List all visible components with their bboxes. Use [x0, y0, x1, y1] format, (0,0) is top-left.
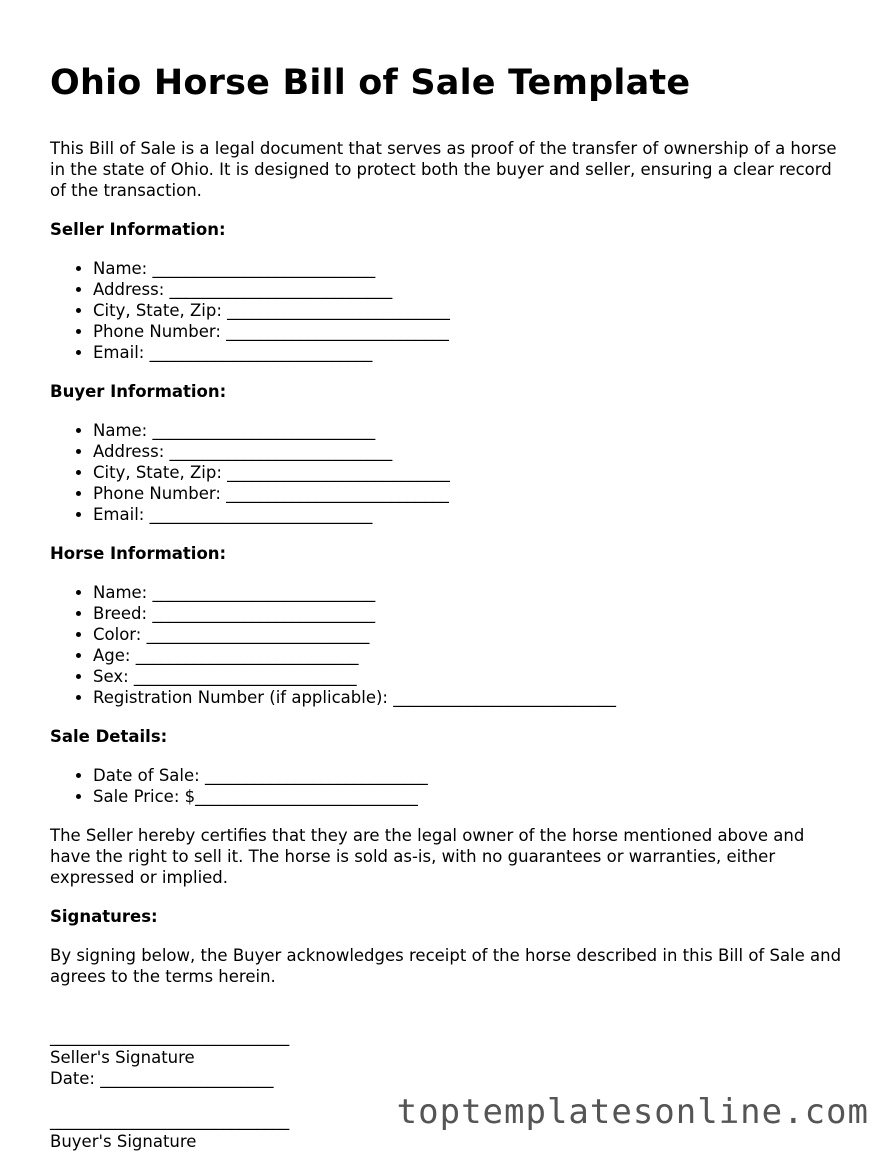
signature-spacer [50, 1005, 850, 1026]
sale-list [50, 765, 850, 807]
seller-city-state-zip-field: • City, State, Zip: ___________________________ [93, 300, 850, 321]
seller-list [50, 258, 850, 363]
watermark-text: toptemplatesonline.com [396, 1092, 869, 1132]
seller-phone-field: • Phone Number: ___________________________ [93, 321, 850, 342]
buyer-signature-line: _____________________________ [50, 1111, 290, 1130]
buyer-heading: Buyer Information: [50, 382, 227, 401]
buyer-name-field: • Name: ___________________________ [93, 420, 850, 441]
horse-sex-field: • Sex: ___________________________ [93, 666, 850, 687]
intro-paragraph: This Bill of Sale is a legal document that serves as proof of the transfer of ownership of a horse in the state of Ohio. It is designed to protect both the buyer and seller, ensuring a clear record of the transaction. [50, 139, 837, 200]
buyer-city-state-zip-field: • City, State, Zip: ___________________________ [93, 462, 850, 483]
horse-heading: Horse Information: [50, 544, 227, 563]
horse-name-field: • Name: ___________________________ [93, 582, 850, 603]
signatures-heading: Signatures: [50, 907, 158, 926]
seller-signature-line: _____________________________ [50, 1027, 290, 1046]
sale-price-field: • Sale Price: $___________________________ [93, 786, 850, 807]
sale-heading: Sale Details: [50, 727, 168, 746]
buyer-phone-field: • Phone Number: ___________________________ [93, 483, 850, 504]
seller-date-field: Date: _____________________ [50, 1069, 274, 1088]
horse-breed-field: • Breed: ___________________________ [93, 603, 850, 624]
seller-signature-label: Seller's Signature [50, 1048, 195, 1067]
horse-list [50, 582, 850, 708]
buyer-address-field: • Address: ___________________________ [93, 441, 850, 462]
acknowledgement-paragraph: By signing below, the Buyer acknowledges receipt of the horse described in this Bill of Sale and agrees to the terms herein. [50, 946, 842, 986]
buyer-signature-label: Buyer's Signature [50, 1132, 197, 1151]
seller-signature-block [50, 1005, 850, 1089]
sale-date-field: • Date of Sale: ___________________________ [93, 765, 850, 786]
seller-name-field: • Name: ___________________________ [93, 258, 850, 279]
horse-registration-field: • Registration Number (if applicable): ___________________________ [93, 687, 850, 708]
document-title: Ohio Horse Bill of Sale Template [50, 63, 691, 103]
seller-address-field: • Address: ___________________________ [93, 279, 850, 300]
seller-email-field: • Email: ___________________________ [93, 342, 850, 363]
certification-paragraph: The Seller hereby certifies that they are the legal owner of the horse mentioned above and have the right to sell it. The horse is sold as-is, with no guarantees or warranties, either expressed or implied. [50, 826, 805, 887]
buyer-email-field: • Email: ___________________________ [93, 504, 850, 525]
document-page [50, 58, 850, 1152]
horse-age-field: • Age: ___________________________ [93, 645, 850, 666]
seller-heading: Seller Information: [50, 220, 226, 239]
buyer-list [50, 420, 850, 525]
horse-color-field: • Color: ___________________________ [93, 624, 850, 645]
